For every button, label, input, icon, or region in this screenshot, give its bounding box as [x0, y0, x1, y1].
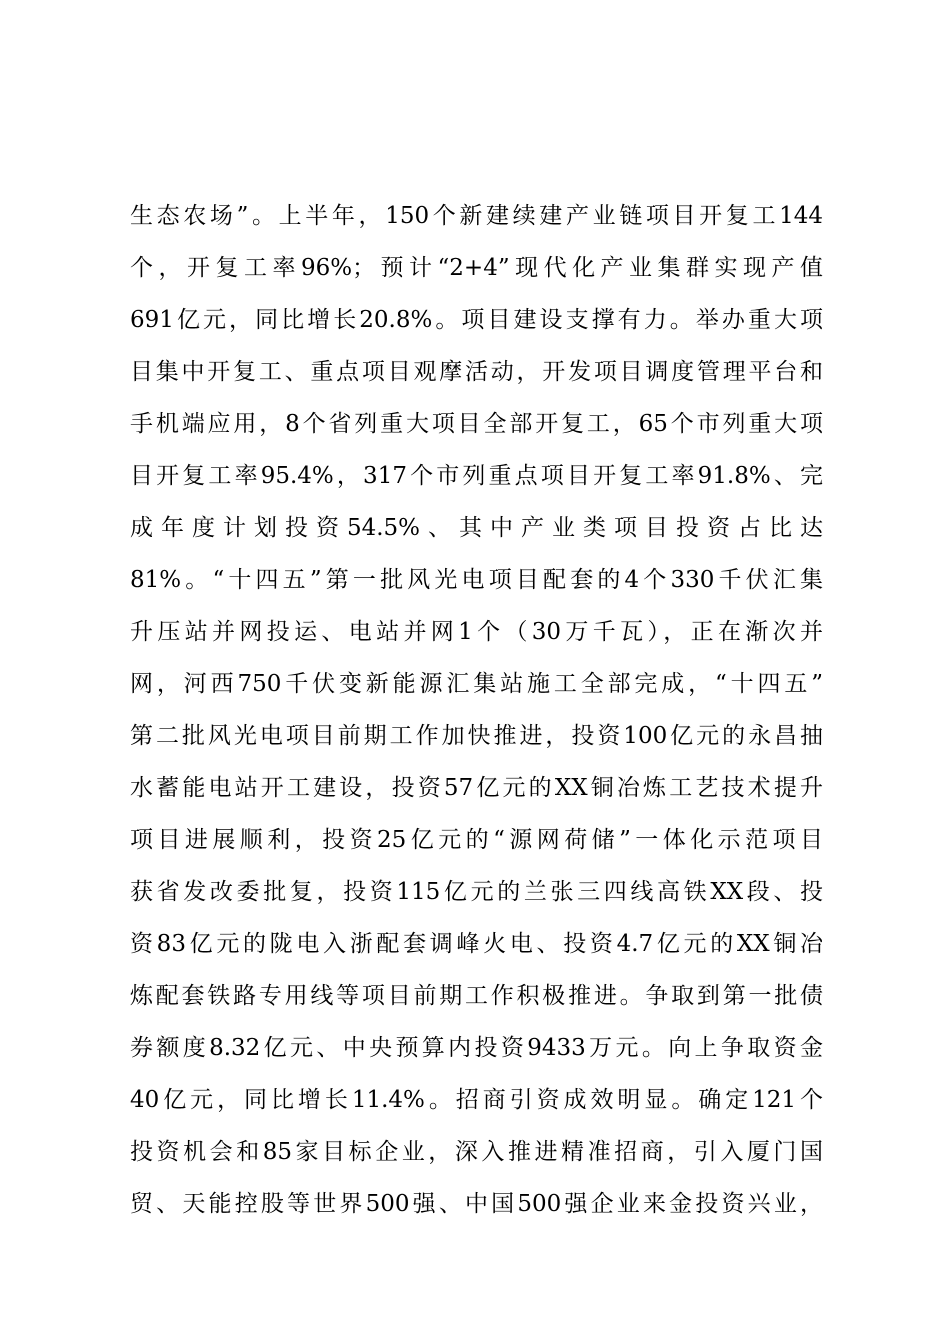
- text-line: 网，河西750千伏变新能源汇集站施工全部完成，“十四五”: [130, 671, 823, 697]
- text-line: 第二批风光电项目前期工作加快推进，投资100亿元的永昌抽: [130, 723, 823, 749]
- text-line: 项目进展顺利，投资25亿元的“源网荷储”一体化示范项目: [130, 827, 823, 853]
- text-line: 生态农场”。上半年，150个新建续建产业链项目开复工144: [130, 203, 823, 229]
- text-line: 升压站并网投运、电站并网1个（30万千瓦），正在渐次并: [130, 619, 823, 645]
- text-line: 目集中开复工、重点项目观摩活动，开发项目调度管理平台和: [130, 359, 823, 385]
- text-line: 资83亿元的陇电入浙配套调峰火电、投资4.7亿元的XX铜冶: [130, 931, 823, 957]
- text-line: 40亿元，同比增长11.4%。招商引资成效明显。确定121个: [130, 1087, 823, 1113]
- text-line: 获省发改委批复，投资115亿元的兰张三四线高铁XX段、投: [130, 879, 823, 905]
- text-line: 691亿元，同比增长20.8%。项目建设支撑有力。举办重大项: [130, 307, 823, 333]
- body-paragraph: [130, 190, 823, 1230]
- text-line: 手机端应用，8个省列重大项目全部开复工，65个市列重大项: [130, 411, 823, 437]
- text-line: 成年度计划投资54.5%、其中产业类项目投资占比达: [130, 515, 823, 541]
- text-line: 目开复工率95.4%，317个市列重点项目开复工率91.8%、完: [130, 463, 823, 489]
- text-line: 投资机会和85家目标企业，深入推进精准招商，引入厦门国: [130, 1139, 823, 1165]
- text-line: 贸、天能控股等世界500强、中国500强企业来金投资兴业，: [130, 1191, 823, 1217]
- text-line: 个，开复工率96%；预计“2+4”现代化产业集群实现产值: [130, 255, 823, 281]
- text-line: 炼配套铁路专用线等项目前期工作积极推进。争取到第一批债: [130, 983, 823, 1009]
- text-line: 券额度8.32亿元、中央预算内投资9433万元。向上争取资金: [130, 1035, 823, 1061]
- text-line: 81%。“十四五”第一批风光电项目配套的4个330千伏汇集: [130, 567, 823, 593]
- text-line: 水蓄能电站开工建设，投资57亿元的XX铜冶炼工艺技术提升: [130, 775, 823, 801]
